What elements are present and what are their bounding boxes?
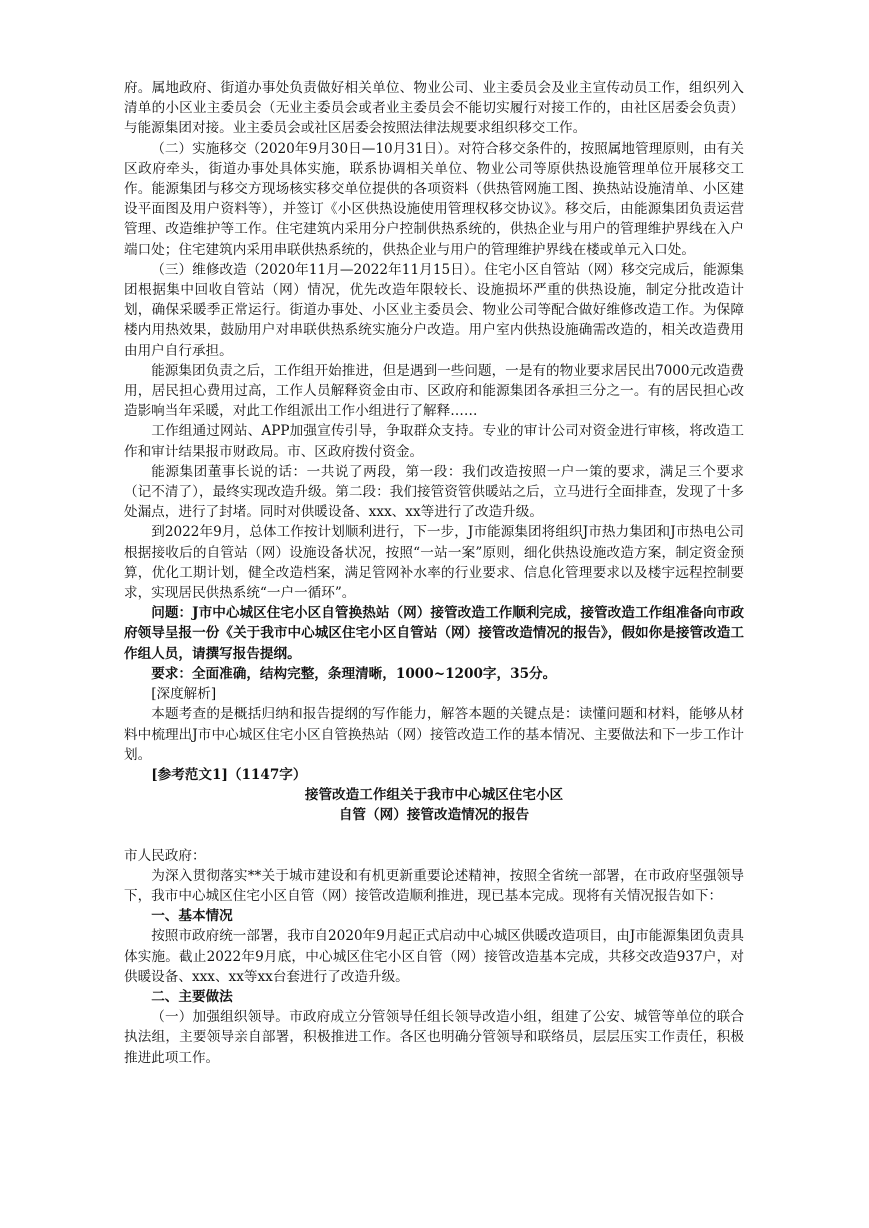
report-title-line-1: 接管改造工作组关于我市中心城区住宅小区 — [304, 787, 564, 804]
analysis-text: 本题考查的是概括归纳和报告提纲的写作能力，解答本题的关键点是：读懂问题和材料，能够从材料中梳理出J市中心城区住宅小区自管换热站（网）接管改造工作的基本情况、主要做法和下一步工作计划。 — [124, 706, 744, 763]
paragraph-problems: 能源集团负责之后，工作组开始推进，但是遇到一些问题，一是有的物业要求居民出7000元改造费用，居民担心费用过高，工作人员解释资金由市、区政府和能源集团各承担三分之一。有的居民担心改造影响当年采暖，对此工作组派出工作小组进行了解释…… — [124, 362, 744, 420]
question-text: 问题：J市中心城区住宅小区自管换热站（网）接管改造工作顺利完成，接管改造工作组准备向市政府领导呈报一份《关于我市中心城区住宅小区自管站（网）接管改造情况的报告》，假如你是接管改造工作组人员，请撰写报告提纲。 — [124, 605, 744, 662]
report-addressee: 市人民政府： — [124, 847, 206, 864]
basic-situation-text: 按照市政府统一部署，我市自2020年9月起正式启动中心城区供暖改造项目，由J市能源集团负责具体实施。截止2022年9月底，中心城区住宅小区自管（网）接管改造基本完成，共移交改造937户，对供暖设备、xxx、xx等xx台套进行了改造升级。 — [124, 928, 744, 985]
paragraph-repair-renovation: （三）维修改造（2020年11月—2022年11月15日）。住宅小区自管站（网）移交完成后，能源集团根据集中回收自管站（网）情况，优先改造年限较长、设施损坏严重的供热设施，制定分批改造计划，确保采暖季正常运行。街道办事处、小区业主委员会、物业公司等配合做好维修改造工作。为保障楼内用热效果，鼓励用户对串联供热系统实施分户改造。用户室内供热设施确需改造的，相关改造费用由用户自行承担。 — [124, 261, 744, 359]
sample-essay-heading: [参考范文1]（1147字） — [151, 766, 307, 783]
main-practice-organization: （一）加强组织领导。市政府成立分管领导任组长领导改造小组，组建了公安、城管等单位的联合执法组，主要领导亲自部署，积极推进工作。各区也明确分管领导和联络员，层层压实工作责任，积极推进此项工作。 — [124, 1009, 744, 1066]
analysis-heading: [深度解析] — [151, 686, 217, 703]
document-page — [124, 78, 744, 1068]
report-title-line-2: 自管（网）接管改造情况的报告 — [338, 807, 530, 824]
section-heading-main-practices: 二、主要做法 — [151, 988, 233, 1005]
paragraph-publicity: 工作组通过网站、APP加强宣传引导，争取群众支持。专业的审计公司对资金进行审核，将改造工作和审计结果报市财政局。市、区政府拨付资金。 — [124, 423, 744, 460]
report-intro: 为深入贯彻落实**关于城市建设和有机更新重要论述精神，按照全省统一部署，在市政府坚强领导下，我市中心城区住宅小区自管（网）接管改造顺利推进，现已基本完成。现将有关情况报告如下： — [124, 867, 744, 904]
paragraph-implement-transfer: （二）实施移交（2020年9月30日—10月31日）。对符合移交条件的，按照属地管理原则，由有关区政府牵头，街道办事处具体实施，联系协调相关单位、物业公司等原供热设施管理单位开展移交工作。能源集团与移交方现场核实移交单位提供的各项资料（供热管网施工图、换热站设施清单、小区建设平面图及用户资料等），并签订《小区供热设施使用管理权移交协议》。移交后，由能源集团负责运营管理、改造维护等工作。住宅建筑内采用分户控制供热系统的，供热企业与用户的管理维护界线在入户端口处；住宅建筑内采用串联供热系统的，供热企业与用户的管理维护界线在楼或单元入口处。 — [124, 140, 744, 258]
section-heading-basic-situation: 一、基本情况 — [151, 908, 233, 925]
paragraph-next-steps: 到2022年9月，总体工作按计划顺利进行，下一步，J市能源集团将组织J市热力集团和J市热电公司根据接收后的自管站（网）设施设备状况，按照“一站一案”原则，细化供热设施改造方案，制定资金预算，优化工期计划，健全改造档案，满足管网补水率的行业要求、信息化管理要求以及楼宇远程控制要求，实现居民供热系统“一户一循环”。 — [124, 524, 744, 602]
requirements-text: 要求：全面准确，结构完整，条理清晰，1000~1200字，35分。 — [151, 665, 557, 682]
paragraph-continuation: 府。属地政府、街道办事处负责做好相关单位、物业公司、业主委员会及业主宣传动员工作，组织列入清单的小区业主委员会（无业主委员会或者业主委员会不能切实履行对接工作的，由社区居委会负责）与能源集团对接。业主委员会或社区居委会按照法律法规要求组织移交工作。 — [124, 80, 744, 137]
paragraph-chairman-remarks: 能源集团董事长说的话：一共说了两段，第一段：我们改造按照一户一策的要求，满足三个要求（记不清了），最终实现改造升级。第二段：我们接管资管供暖站之后，立马进行全面排查，发现了十多处漏点，进行了封堵。同时对供暖设备、xxx、xx等进行了改造升级。 — [124, 463, 744, 521]
